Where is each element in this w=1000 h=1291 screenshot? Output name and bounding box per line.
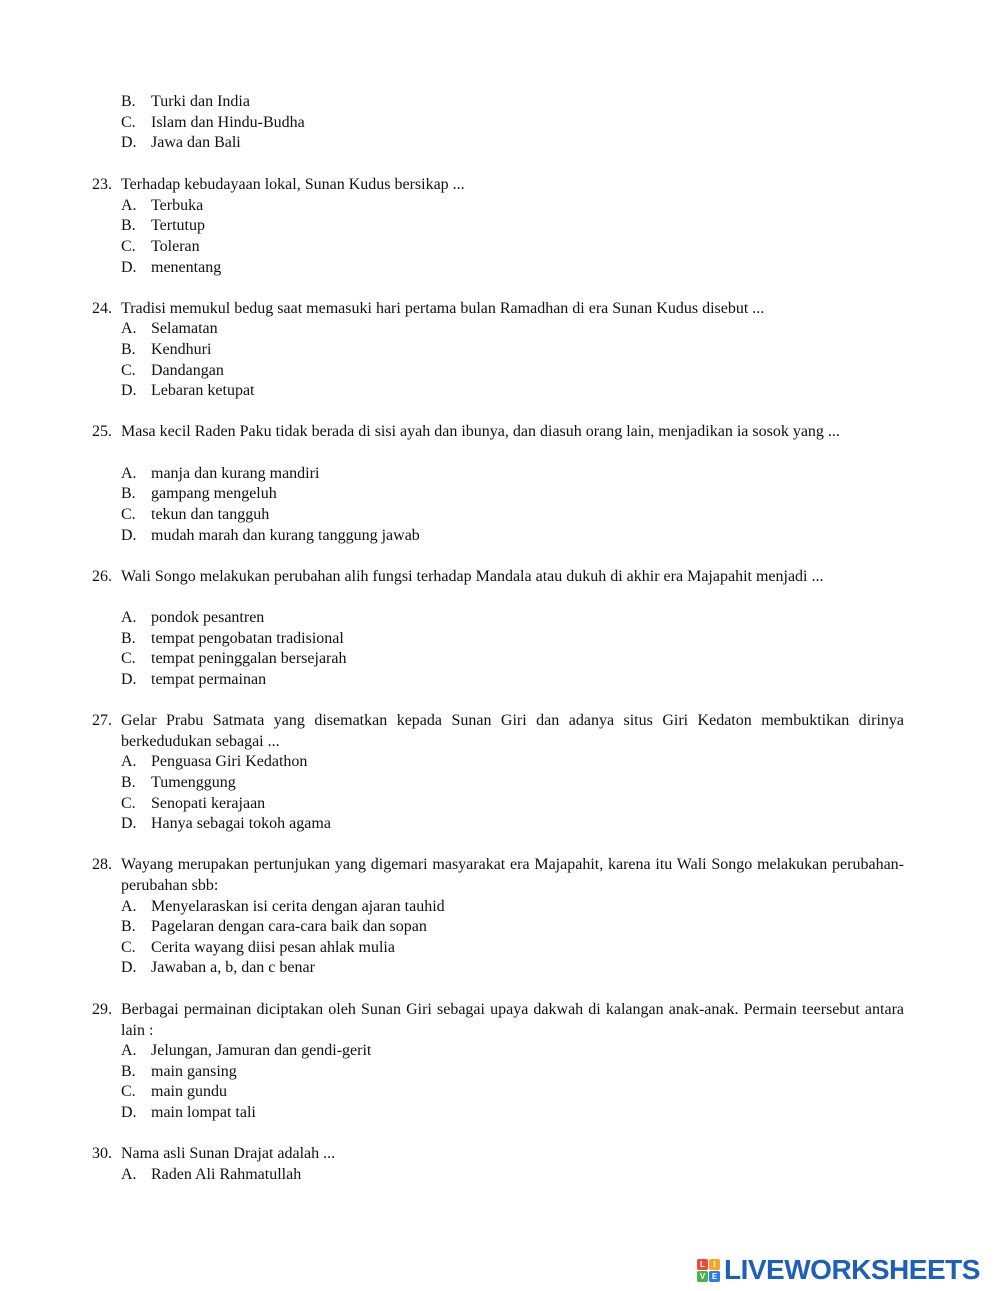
question-28: 28. Wayang merupakan pertunjukan yang digemari masyarakat era Majapahit, karena itu Wali Songo melakukan perubahan-perubahan sbb: xyxy=(92,855,904,896)
q27-option-c[interactable]: C. Senopati kerajaan xyxy=(121,795,266,812)
q29-option-c[interactable]: C. main gundu xyxy=(121,1083,227,1100)
q23-option-b[interactable]: B. Tertutup xyxy=(121,217,205,234)
question-text: Gelar Prabu Satmata yang disematkan kepada Sunan Giri dan adanya situs Giri Kedaton membuktikan dirinya berkedudukan sebagai ... xyxy=(121,712,904,750)
question-text: Wali Songo melakukan perubahan alih fungsi terhadap Mandala atau dukuh di akhir era Majapahit menjadi ... xyxy=(121,568,824,585)
q24-option-b[interactable]: B. Kendhuri xyxy=(121,341,212,358)
question-24: 24. Tradisi memukul bedug saat memasuki hari pertama bulan Ramadhan di era Sunan Kudus disebut ... xyxy=(92,299,904,320)
question-25: 25. Masa kecil Raden Paku tidak berada di sisi ayah dan ibunya, dan diasuh orang lain, menjadikan ia sosok yang ... xyxy=(92,422,904,443)
q25-option-a[interactable]: A. manja dan kurang mandiri xyxy=(121,465,320,482)
q24-option-a[interactable]: A. Selamatan xyxy=(121,320,218,337)
q27-option-b[interactable]: B. Tumenggung xyxy=(121,774,236,791)
question-30: 30. Nama asli Sunan Drajat adalah ... xyxy=(92,1144,904,1165)
question-29: 29. Berbagai permainan diciptakan oleh Sunan Giri sebagai upaya dakwah di kalangan anak-anak. Permain teersebut antara lain : xyxy=(92,1000,904,1041)
question-text: Wayang merupakan pertunjukan yang digemari masyarakat era Majapahit, karena itu Wali Songo melakukan perubahan-perubahan sbb: xyxy=(121,856,904,894)
liveworksheets-wordmark: LIVEWORKSHEETS xyxy=(724,1254,980,1285)
q26-option-b[interactable]: B. tempat pengobatan tradisional xyxy=(121,630,344,647)
q26-option-a[interactable]: A. pondok pesantren xyxy=(121,609,265,626)
q28-option-d[interactable]: D. Jawaban a, b, dan c benar xyxy=(121,959,315,976)
q27-option-a[interactable]: A. Penguasa Giri Kedathon xyxy=(121,753,308,770)
prev-option-c[interactable]: C. Islam dan Hindu-Budha xyxy=(121,114,305,131)
question-text: Masa kecil Raden Paku tidak berada di sisi ayah dan ibunya, dan diasuh orang lain, menjadikan ia sosok yang ... xyxy=(121,423,840,440)
question-text: Tradisi memukul bedug saat memasuki hari pertama bulan Ramadhan di era Sunan Kudus disebut ... xyxy=(121,300,765,317)
liveworksheets-logo-icon: L I V E xyxy=(697,1259,720,1282)
q23-option-c[interactable]: C. Toleran xyxy=(121,238,200,255)
q28-option-a[interactable]: A. Menyelaraskan isi cerita dengan ajaran tauhid xyxy=(121,898,445,915)
q29-option-d[interactable]: D. main lompat tali xyxy=(121,1104,256,1121)
question-text: Berbagai permainan diciptakan oleh Sunan Giri sebagai upaya dakwah di kalangan anak-anak. Permain teersebut antara lain : xyxy=(121,1001,904,1039)
question-23: 23. Terhadap kebudayaan lokal, Sunan Kudus bersikap ... xyxy=(92,175,904,196)
q27-option-d[interactable]: D. Hanya sebagai tokoh agama xyxy=(121,815,331,832)
q29-option-a[interactable]: A. Jelungan, Jamuran dan gendi-gerit xyxy=(121,1042,372,1059)
q26-option-d[interactable]: D. tempat permainan xyxy=(121,671,267,688)
question-27: 27. Gelar Prabu Satmata yang disematkan kepada Sunan Giri dan adanya situs Giri Kedaton membuktikan dirinya berkedudukan sebagai ... xyxy=(92,711,904,752)
prev-option-b[interactable]: B. Turki dan India xyxy=(121,93,250,110)
question-text: Nama asli Sunan Drajat adalah ... xyxy=(121,1145,336,1162)
q23-option-d[interactable]: D. menentang xyxy=(121,259,222,276)
question-text: Terhadap kebudayaan lokal, Sunan Kudus bersikap ... xyxy=(121,176,465,193)
q23-option-a[interactable]: A. Terbuka xyxy=(121,197,204,214)
q24-option-d[interactable]: D. Lebaran ketupat xyxy=(121,382,255,399)
q28-option-c[interactable]: C. Cerita wayang diisi pesan ahlak mulia xyxy=(121,939,395,956)
question-26: 26. Wali Songo melakukan perubahan alih fungsi terhadap Mandala atau dukuh di akhir era Majapahit menjadi ... xyxy=(92,567,904,588)
q26-option-c[interactable]: C. tempat peninggalan bersejarah xyxy=(121,650,347,667)
q25-option-d[interactable]: D. mudah marah dan kurang tanggung jawab xyxy=(121,527,420,544)
liveworksheets-logo[interactable] xyxy=(697,1255,980,1285)
q28-option-b[interactable]: B. Pagelaran dengan cara-cara baik dan sopan xyxy=(121,918,427,935)
q24-option-c[interactable]: C. Dandangan xyxy=(121,362,224,379)
q30-option-a[interactable]: A. Raden Ali Rahmatullah xyxy=(121,1166,302,1183)
q29-option-b[interactable]: B. main gansing xyxy=(121,1063,237,1080)
prev-option-d[interactable]: D. Jawa dan Bali xyxy=(121,134,241,151)
q25-option-b[interactable]: B. gampang mengeluh xyxy=(121,485,277,502)
q25-option-c[interactable]: C. tekun dan tangguh xyxy=(121,506,270,523)
